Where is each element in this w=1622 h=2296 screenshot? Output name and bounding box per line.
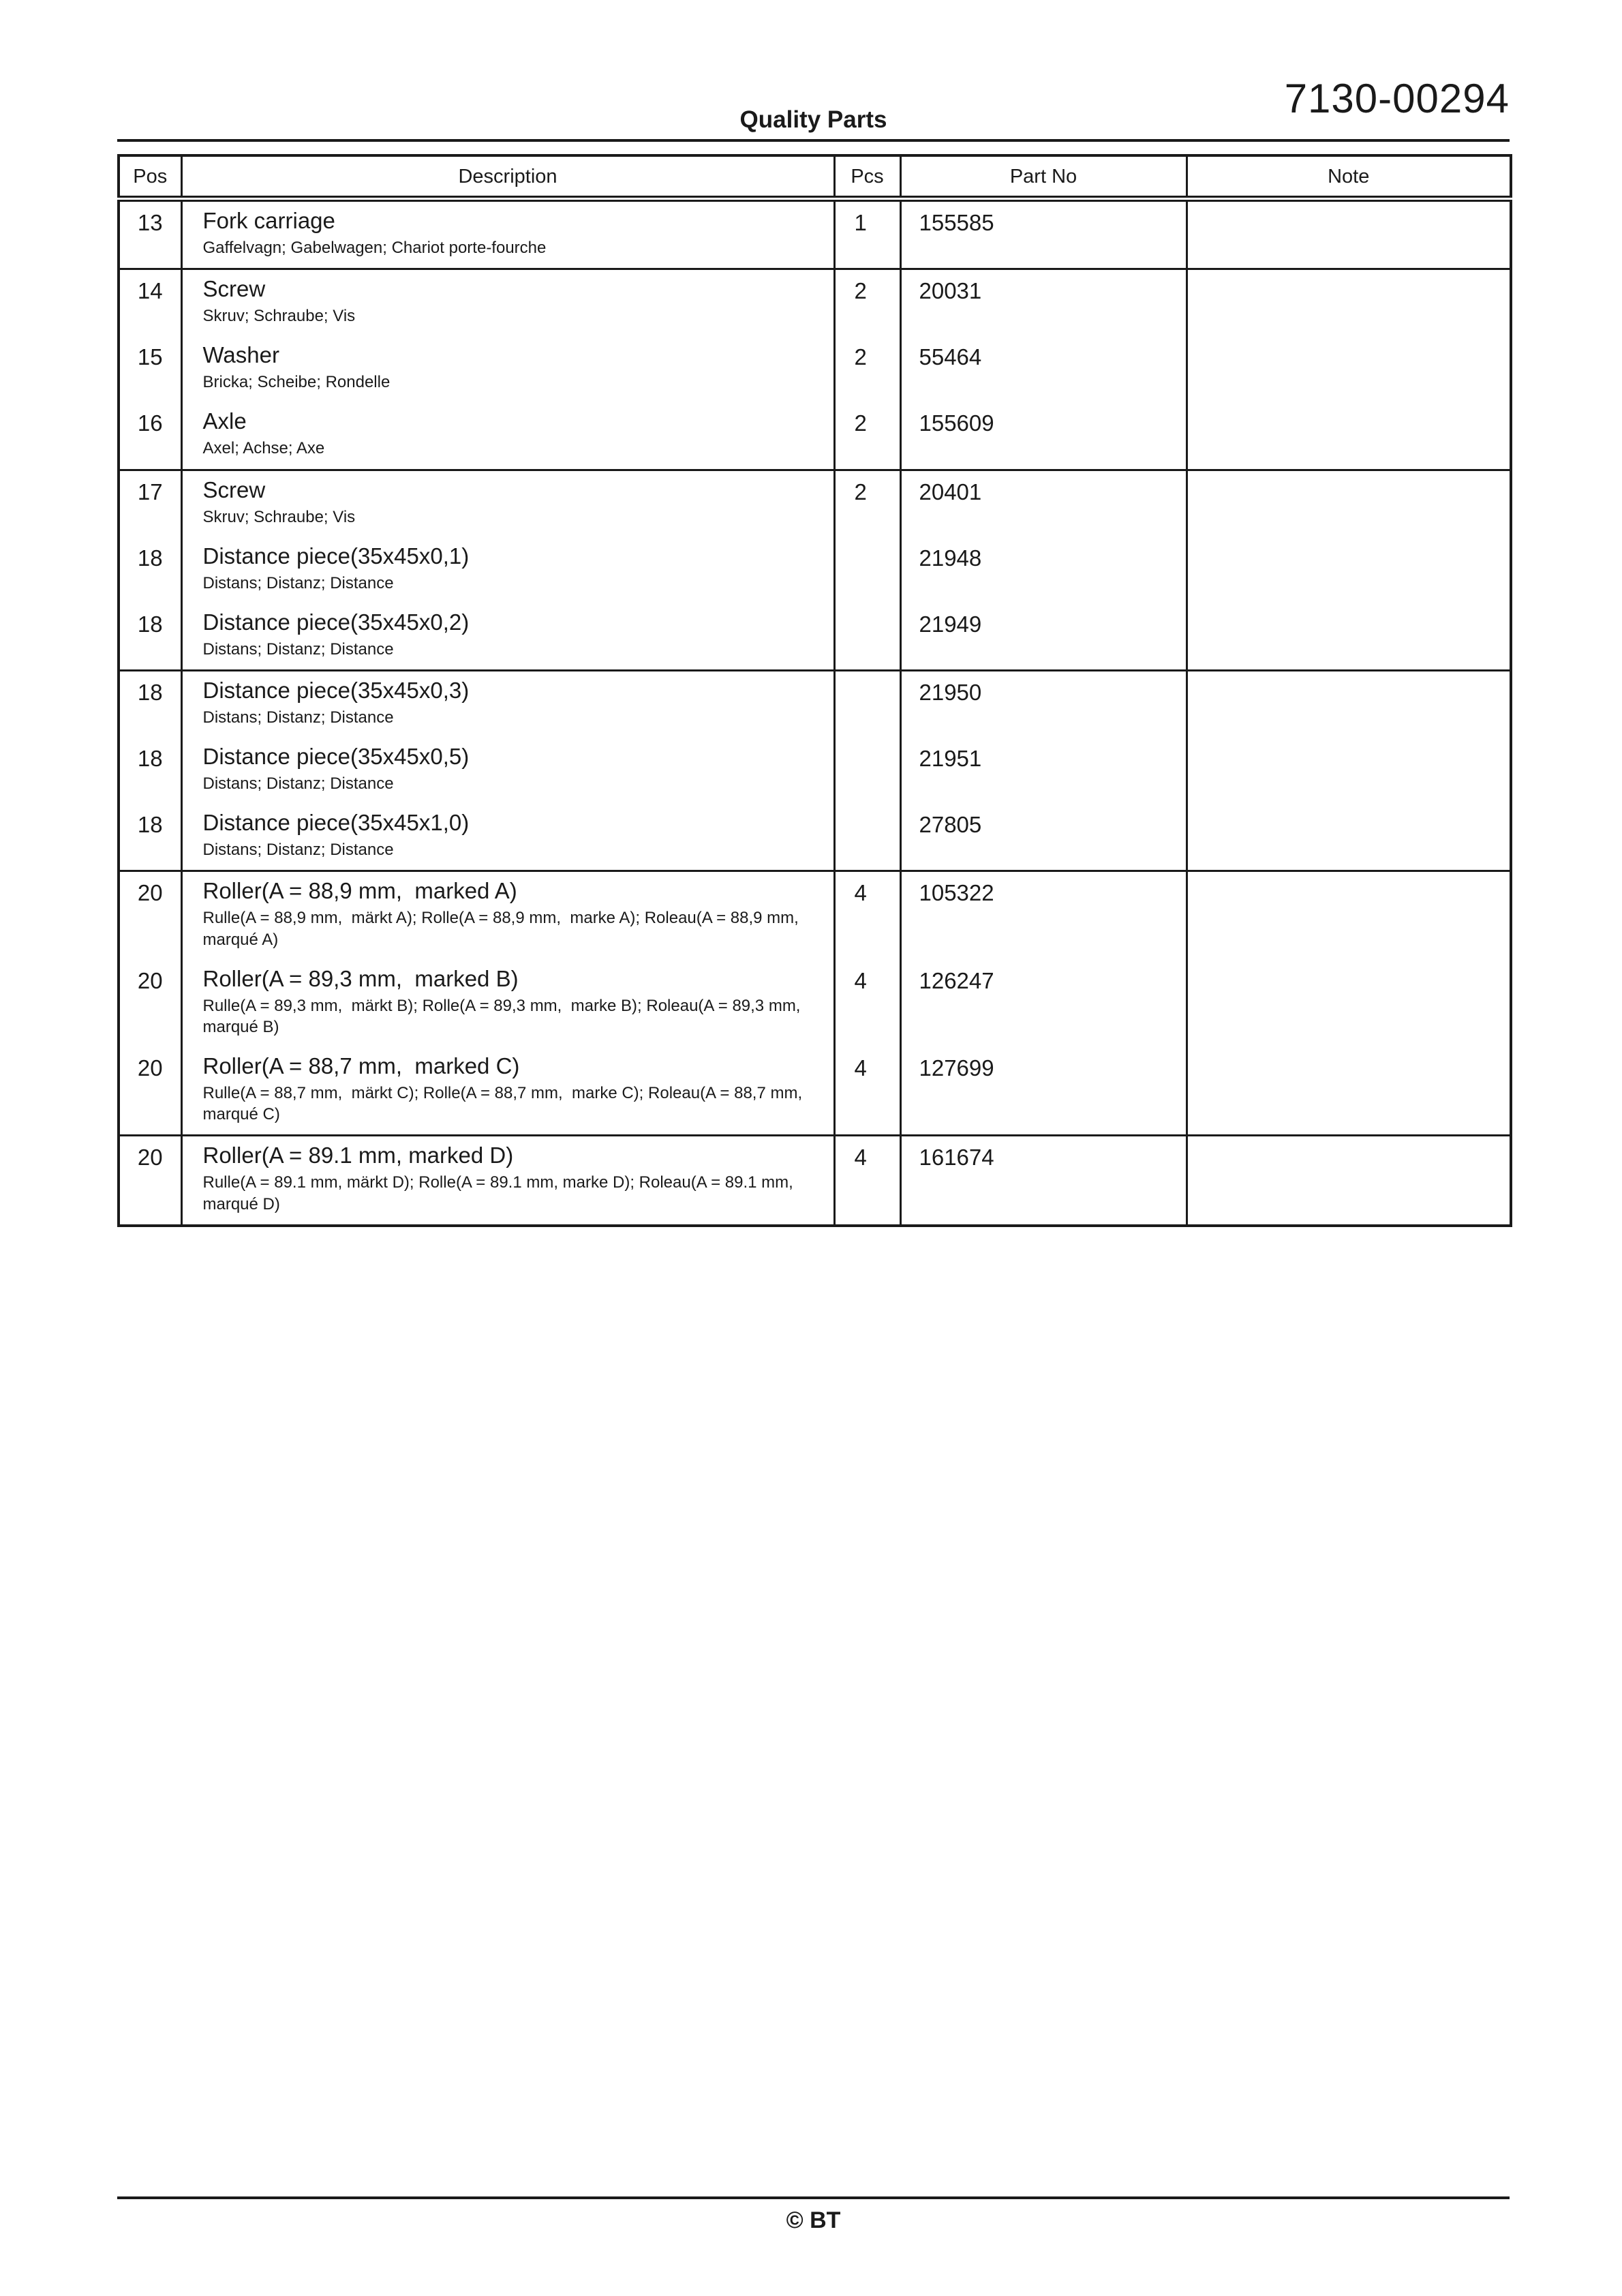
row-part-no: 127699 bbox=[900, 1047, 1187, 1136]
row-description-cell bbox=[181, 402, 834, 470]
row-description: Washer bbox=[202, 342, 279, 368]
copyright: © BT bbox=[786, 2207, 841, 2233]
row-description: Fork carriage bbox=[202, 208, 335, 233]
row-note bbox=[1187, 1136, 1511, 1226]
row-description-translations: Axel; Achse; Axe bbox=[202, 439, 325, 458]
row-part-no: 21950 bbox=[900, 670, 1187, 738]
row-pcs: 1 bbox=[834, 199, 900, 269]
row-description: Roller(A = 88,7 mm, marked C) bbox=[202, 1053, 520, 1079]
row-pcs: 4 bbox=[834, 1047, 900, 1136]
row-note bbox=[1187, 603, 1511, 671]
row-note bbox=[1187, 336, 1511, 402]
row-pos: 16 bbox=[137, 410, 163, 436]
row-pos: 20 bbox=[137, 880, 163, 906]
document-number: 7130-00294 bbox=[1284, 76, 1510, 121]
row-description-translations: Rulle(A = 89,3 mm, märkt B); Rolle(A = 89,3 mm, marke B); Roleau(A = 89,3 mm, marqué B) bbox=[202, 996, 810, 1036]
col-header-pcs: Pcs bbox=[834, 155, 900, 199]
row-description-translations: Rulle(A = 88,7 mm, märkt C); Rolle(A = 88,7 mm, marke C); Roleau(A = 88,7 mm, marqué C) bbox=[202, 1084, 812, 1124]
row-description-translations: Rulle(A = 88,9 mm, märkt A); Rolle(A = 88,9 mm, marke A); Roleau(A = 88,9 mm, marqué A) bbox=[202, 909, 808, 949]
row-pcs: 2 bbox=[834, 402, 900, 470]
row-description-translations: Rulle(A = 89.1 mm, märkt D); Rolle(A = 89.1 mm, marke D); Roleau(A = 89.1 mm, marqué D) bbox=[202, 1173, 798, 1213]
row-description-cell bbox=[181, 670, 834, 738]
table-row bbox=[119, 738, 1511, 804]
row-part-no: 21948 bbox=[900, 537, 1187, 603]
row-part-no: 155609 bbox=[900, 402, 1187, 470]
row-note bbox=[1187, 670, 1511, 738]
row-pos: 18 bbox=[137, 812, 163, 838]
row-pos: 14 bbox=[137, 278, 163, 304]
table-row bbox=[119, 603, 1511, 671]
row-pcs bbox=[834, 804, 900, 871]
row-description: Screw bbox=[202, 276, 266, 302]
page-title: Quality Parts bbox=[739, 106, 887, 133]
row-pcs: 2 bbox=[834, 336, 900, 402]
table-row bbox=[119, 402, 1511, 470]
row-pos: 20 bbox=[137, 1055, 163, 1081]
row-description-cell bbox=[181, 470, 834, 537]
row-description-translations: Skruv; Schraube; Vis bbox=[202, 307, 356, 326]
row-group bbox=[119, 1136, 1511, 1226]
row-part-no: 161674 bbox=[900, 1136, 1187, 1226]
document-footer bbox=[117, 2196, 1510, 2234]
table-row bbox=[119, 1047, 1511, 1136]
table-row bbox=[119, 537, 1511, 603]
row-group bbox=[119, 871, 1511, 1136]
row-pos: 18 bbox=[137, 611, 163, 637]
row-pos: 20 bbox=[137, 967, 163, 993]
row-description-cell bbox=[181, 269, 834, 337]
col-header-description: Description bbox=[181, 155, 834, 199]
col-header-pos: Pos bbox=[119, 155, 181, 199]
row-description-cell bbox=[181, 960, 834, 1047]
table-header-row bbox=[119, 155, 1511, 199]
row-description-cell bbox=[181, 603, 834, 671]
row-description-cell bbox=[181, 871, 834, 960]
table-row bbox=[119, 1136, 1511, 1226]
row-pcs: 4 bbox=[834, 871, 900, 960]
row-part-no: 20031 bbox=[900, 269, 1187, 337]
parts-table bbox=[117, 154, 1512, 1227]
row-description: Axle bbox=[202, 408, 247, 434]
row-note bbox=[1187, 1047, 1511, 1136]
row-note bbox=[1187, 960, 1511, 1047]
row-pcs bbox=[834, 670, 900, 738]
row-note bbox=[1187, 871, 1511, 960]
row-note bbox=[1187, 402, 1511, 470]
row-part-no: 20401 bbox=[900, 470, 1187, 537]
row-description: Roller(A = 88,9 mm, marked A) bbox=[202, 878, 517, 904]
row-part-no: 21949 bbox=[900, 603, 1187, 671]
row-description: Distance piece(35x45x0,2) bbox=[202, 609, 470, 635]
row-description-cell bbox=[181, 1047, 834, 1136]
row-description: Roller(A = 89,3 mm, marked B) bbox=[202, 965, 519, 991]
row-part-no: 126247 bbox=[900, 960, 1187, 1047]
row-pcs: 2 bbox=[834, 269, 900, 337]
row-description-translations: Distans; Distanz; Distance bbox=[202, 774, 394, 794]
row-group bbox=[119, 470, 1511, 670]
row-description-cell bbox=[181, 336, 834, 402]
row-pos: 18 bbox=[137, 679, 163, 705]
table-row bbox=[119, 871, 1511, 960]
row-pcs bbox=[834, 603, 900, 671]
row-description: Distance piece(35x45x0,5) bbox=[202, 744, 470, 770]
col-header-note: Note bbox=[1187, 155, 1511, 199]
row-description-translations: Distans; Distanz; Distance bbox=[202, 841, 394, 860]
row-pos: 15 bbox=[137, 344, 163, 370]
row-pos: 20 bbox=[137, 1145, 163, 1170]
table-row bbox=[119, 269, 1511, 337]
row-pcs: 2 bbox=[834, 470, 900, 537]
row-description-translations: Skruv; Schraube; Vis bbox=[202, 507, 356, 526]
document-header bbox=[117, 68, 1510, 142]
table-row bbox=[119, 199, 1511, 269]
row-description-translations: Distans; Distanz; Distance bbox=[202, 639, 394, 659]
row-part-no: 27805 bbox=[900, 804, 1187, 871]
row-pos: 13 bbox=[137, 210, 163, 235]
row-description-translations: Distans; Distanz; Distance bbox=[202, 573, 394, 592]
row-description: Distance piece(35x45x0,1) bbox=[202, 543, 470, 569]
row-group bbox=[119, 199, 1511, 269]
row-part-no: 105322 bbox=[900, 871, 1187, 960]
row-note bbox=[1187, 269, 1511, 337]
row-note bbox=[1187, 470, 1511, 537]
row-description: Distance piece(35x45x1,0) bbox=[202, 810, 470, 836]
table-row bbox=[119, 804, 1511, 871]
table-row bbox=[119, 470, 1511, 537]
row-description-translations: Gaffelvagn; Gabelwagen; Chariot porte-fourche bbox=[202, 238, 547, 257]
table-row bbox=[119, 960, 1511, 1047]
table-row bbox=[119, 670, 1511, 738]
row-description-cell bbox=[181, 738, 834, 804]
row-description-cell bbox=[181, 1136, 834, 1226]
row-group bbox=[119, 670, 1511, 871]
row-description: Distance piece(35x45x0,3) bbox=[202, 677, 470, 703]
row-pcs: 4 bbox=[834, 960, 900, 1047]
row-note bbox=[1187, 738, 1511, 804]
row-pos: 18 bbox=[137, 545, 163, 571]
row-note bbox=[1187, 537, 1511, 603]
row-description: Roller(A = 89.1 mm, marked D) bbox=[202, 1143, 514, 1168]
row-pos: 17 bbox=[137, 479, 163, 504]
table-row bbox=[119, 336, 1511, 402]
row-group bbox=[119, 269, 1511, 470]
row-note bbox=[1187, 804, 1511, 871]
row-description-translations: Distans; Distanz; Distance bbox=[202, 708, 394, 727]
row-description-cell bbox=[181, 199, 834, 269]
row-pcs bbox=[834, 537, 900, 603]
col-header-part-no: Part No bbox=[900, 155, 1187, 199]
row-part-no: 21951 bbox=[900, 738, 1187, 804]
row-part-no: 155585 bbox=[900, 199, 1187, 269]
row-note bbox=[1187, 199, 1511, 269]
row-description-cell bbox=[181, 537, 834, 603]
row-description-translations: Bricka; Scheibe; Rondelle bbox=[202, 373, 391, 392]
row-description-cell bbox=[181, 804, 834, 871]
row-pcs: 4 bbox=[834, 1136, 900, 1226]
row-pos: 18 bbox=[137, 746, 163, 772]
row-part-no: 55464 bbox=[900, 336, 1187, 402]
row-description: Screw bbox=[202, 477, 266, 502]
row-pcs bbox=[834, 738, 900, 804]
